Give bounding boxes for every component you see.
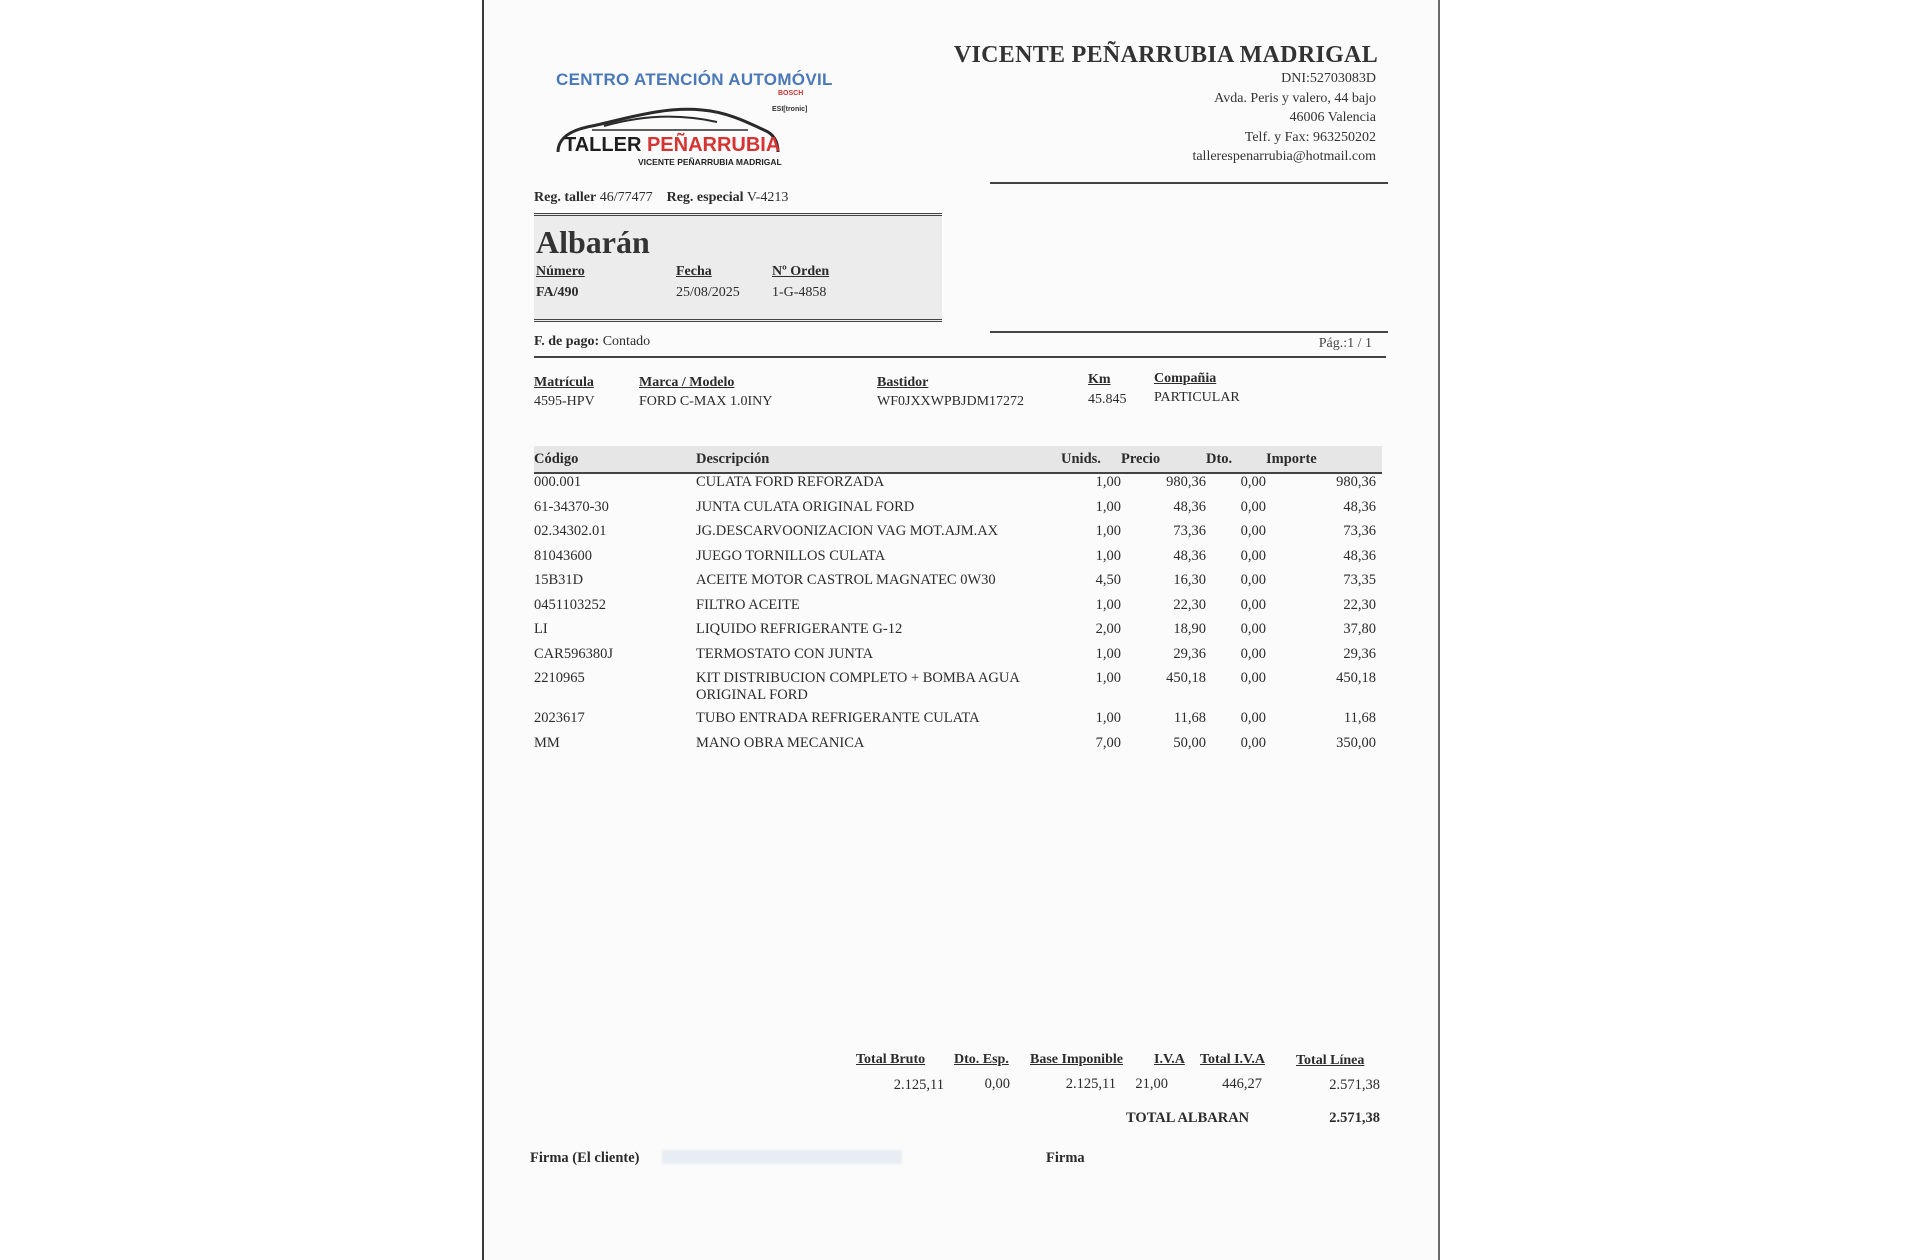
cell-codigo: 61-34370-30 [534,498,609,515]
cell-dto: 0,00 [1240,523,1266,539]
cell-dto: 0,00 [1240,645,1266,662]
orden-value: 1-G-4858 [772,285,827,300]
cell-descripcion: LIQUIDO REFRIGERANTE G-12 [696,621,903,637]
esitronic-label: ESI[tronic] [772,106,808,113]
redacted-client-name [662,1150,902,1164]
base-imponible-value: 2.125,11 [1065,1076,1116,1092]
logo-taller-text [564,134,780,157]
reg-taller-label: Reg. taller [534,190,597,205]
table-row [534,646,1382,671]
cell-dto: 0,00 [1240,710,1266,726]
cell-unids: 4,50 [1095,572,1121,588]
company-city: 46006 Valencia [1289,110,1376,125]
cell-importe: 22,30 [1343,596,1376,613]
cell-descripcion-line1: KIT DISTRIBUCION COMPLETO + BOMBA AGUA [696,670,1020,686]
bastidor-label: Bastidor [877,375,929,390]
bastidor-value: WF0JXXWPBJDM17272 [877,394,1025,409]
cell-importe: 450,18 [1336,670,1376,686]
cell-dto: 0,00 [1240,596,1266,613]
cell-codigo: CAR596380J [534,645,613,662]
col-descripcion: Descripción [696,446,1061,473]
cell-codigo: 0451103252 [534,596,606,613]
cell-unids: 1,00 [1095,710,1121,726]
invoice-paper [482,0,1440,1260]
dto-esp-label: Dto. Esp. [954,1052,1009,1067]
table-row [534,621,1382,646]
marca-label: Marca / Modelo [639,375,735,390]
cell-unids: 1,00 [1095,474,1121,490]
cell-precio: 18,90 [1173,621,1206,637]
cell-importe: 11,68 [1343,710,1376,726]
cell-precio: 11,68 [1173,710,1206,726]
cell-unids: 1,00 [1095,547,1121,564]
table-row [534,523,1382,548]
cell-codigo: MM [534,734,560,751]
cell-importe: 48,36 [1343,498,1376,515]
cell-importe: 48,36 [1343,547,1376,564]
cell-codigo: 15B31D [534,572,584,588]
compania-value: PARTICULAR [1154,390,1240,405]
cell-dto: 0,00 [1240,621,1266,637]
cell-precio: 16,30 [1173,572,1206,588]
total-albaran-label: TOTAL ALBARAN [1126,1110,1250,1126]
cell-dto: 0,00 [1240,547,1266,564]
cell-unids: 1,00 [1095,498,1121,515]
logo-taller-word: TALLER [564,134,647,156]
col-dto: Dto. [1206,446,1266,473]
table-row [534,597,1382,622]
iva-value: 21,00 [1135,1076,1168,1092]
cell-descripcion: FILTRO ACEITE [696,596,800,613]
reg-taller-value: 46/77477 [599,190,653,205]
cell-precio: 48,36 [1173,498,1206,515]
cell-dto: 0,00 [1240,670,1266,686]
items-header-row [534,446,1382,473]
cell-precio: 450,18 [1166,670,1206,686]
reg-especial-value: V-4213 [746,190,789,205]
firma-label: Firma [1046,1150,1085,1166]
table-row [534,735,1382,760]
payment-rule [534,356,1386,358]
cell-descripcion: CULATA FORD REFORZADA [696,474,885,490]
total-bruto-value: 2.125,11 [893,1077,944,1093]
iva-label: I.V.A [1154,1052,1185,1067]
cell-importe: 980,36 [1336,474,1376,490]
cell-precio: 73,36 [1173,523,1206,539]
cell-dto: 0,00 [1240,572,1266,588]
col-importe: Importe [1266,446,1382,473]
items-body [534,473,1382,759]
col-precio: Precio [1121,446,1206,473]
cell-codigo: 2210965 [534,670,585,686]
cell-unids: 2,00 [1095,621,1121,637]
cell-importe: 37,80 [1343,621,1376,637]
orden-label: Nº Orden [772,264,830,279]
table-row [534,548,1382,573]
total-bruto-label: Total Bruto [856,1052,926,1067]
items-table [534,446,1382,759]
cell-codigo: LI [534,621,548,637]
cell-descripcion: JUEGO TORNILLOS CULATA [696,547,886,564]
cell-dto: 0,00 [1240,498,1266,515]
payment-line [534,334,650,350]
cell-codigo: 000.001 [534,474,582,490]
registry-line [534,190,788,206]
fecha-value: 25/08/2025 [676,285,740,300]
logo-subtitle: VICENTE PEÑARRUBIA MADRIGAL [638,157,782,167]
cell-dto: 0,00 [1240,734,1266,751]
logo-top-text: CENTRO ATENCIÓN AUTOMÓVIL [556,70,833,89]
total-iva-label: Total I.V.A [1200,1052,1265,1067]
numero-value: FA/490 [536,285,579,300]
table-row [534,499,1382,524]
cell-precio: 50,00 [1173,734,1206,751]
cell-descripcion: MANO OBRA MECANICA [696,734,865,751]
reg-especial-label: Reg. especial [666,190,744,205]
cell-precio: 22,30 [1173,596,1206,613]
cell-importe: 350,00 [1336,734,1376,751]
payment-label: F. de pago: [534,334,600,349]
base-imponible-label: Base Imponible [1030,1052,1123,1067]
payment-value: Contado [602,334,651,349]
cell-unids: 1,00 [1095,523,1121,539]
doc-title: Albarán [536,224,650,260]
table-row [534,710,1382,735]
cell-codigo: 2023617 [534,710,585,726]
cell-unids: 1,00 [1095,670,1121,686]
compania-label: Compañia [1154,371,1217,386]
total-iva-value: 446,27 [1222,1076,1262,1092]
cell-precio: 48,36 [1173,547,1206,564]
bosch-label: BOSCH [778,90,804,97]
company-name: VICENTE PEÑARRUBIA MADRIGAL [953,42,1378,68]
logo-taller-name: PEÑARRUBIA [646,134,781,156]
cell-descripcion: JG.DESCARVOONIZACION VAG MOT.AJM.AX [696,523,999,539]
table-row [534,473,1382,499]
total-albaran-value: 2.571,38 [1329,1110,1380,1126]
col-codigo: Código [534,446,696,473]
cell-codigo: 81043600 [534,547,592,564]
fecha-label: Fecha [676,264,712,279]
cell-descripcion: ACEITE MOTOR CASTROL MAGNATEC 0W30 [696,572,996,588]
total-linea-value: 2.571,38 [1329,1077,1380,1093]
mid-rule [990,331,1388,333]
cell-unids: 1,00 [1095,645,1121,662]
numero-label: Número [536,264,585,279]
dto-esp-value: 0,00 [984,1076,1010,1092]
company-dni: DNI:52703083D [1281,71,1376,86]
marca-value: FORD C-MAX 1.0INY [639,394,773,409]
cell-descripcion: JUNTA CULATA ORIGINAL FORD [696,498,915,515]
col-unids: Unids. [1061,446,1121,473]
km-label: Km [1088,372,1111,387]
cell-unids: 1,00 [1095,596,1121,613]
cell-descripcion [696,670,1061,710]
km-value: 45.845 [1088,392,1127,407]
cell-descripcion-line2: ORIGINAL FORD [696,687,808,703]
cell-precio: 29,36 [1173,645,1206,662]
cell-codigo: 02.34302.01 [534,523,607,539]
cell-importe: 73,35 [1343,572,1376,588]
cell-importe: 29,36 [1343,645,1376,662]
matricula-label: Matrícula [534,375,594,390]
header-rule [990,182,1388,184]
company-email: tallerespenarrubia@hotmail.com [1192,149,1376,164]
cell-descripcion: TERMOSTATO CON JUNTA [696,645,874,662]
cell-importe: 73,36 [1343,523,1376,539]
matricula-value: 4595-HPV [534,394,595,409]
table-row [534,670,1382,710]
cell-descripcion: TUBO ENTRADA REFRIGERANTE CULATA [696,710,980,726]
company-phone: Telf. y Fax: 963250202 [1244,129,1376,145]
page-number: Pág.:1 / 1 [1318,336,1372,351]
cell-unids: 7,00 [1095,734,1121,751]
table-row [534,572,1382,597]
company-address: Avda. Peris y valero, 44 bajo [1214,90,1376,106]
total-linea-label: Total Línea [1296,1053,1365,1068]
company-details [1192,69,1376,167]
cell-precio: 980,36 [1166,474,1206,490]
firma-cliente-label: Firma (El cliente) [530,1150,640,1166]
cell-dto: 0,00 [1240,474,1266,490]
